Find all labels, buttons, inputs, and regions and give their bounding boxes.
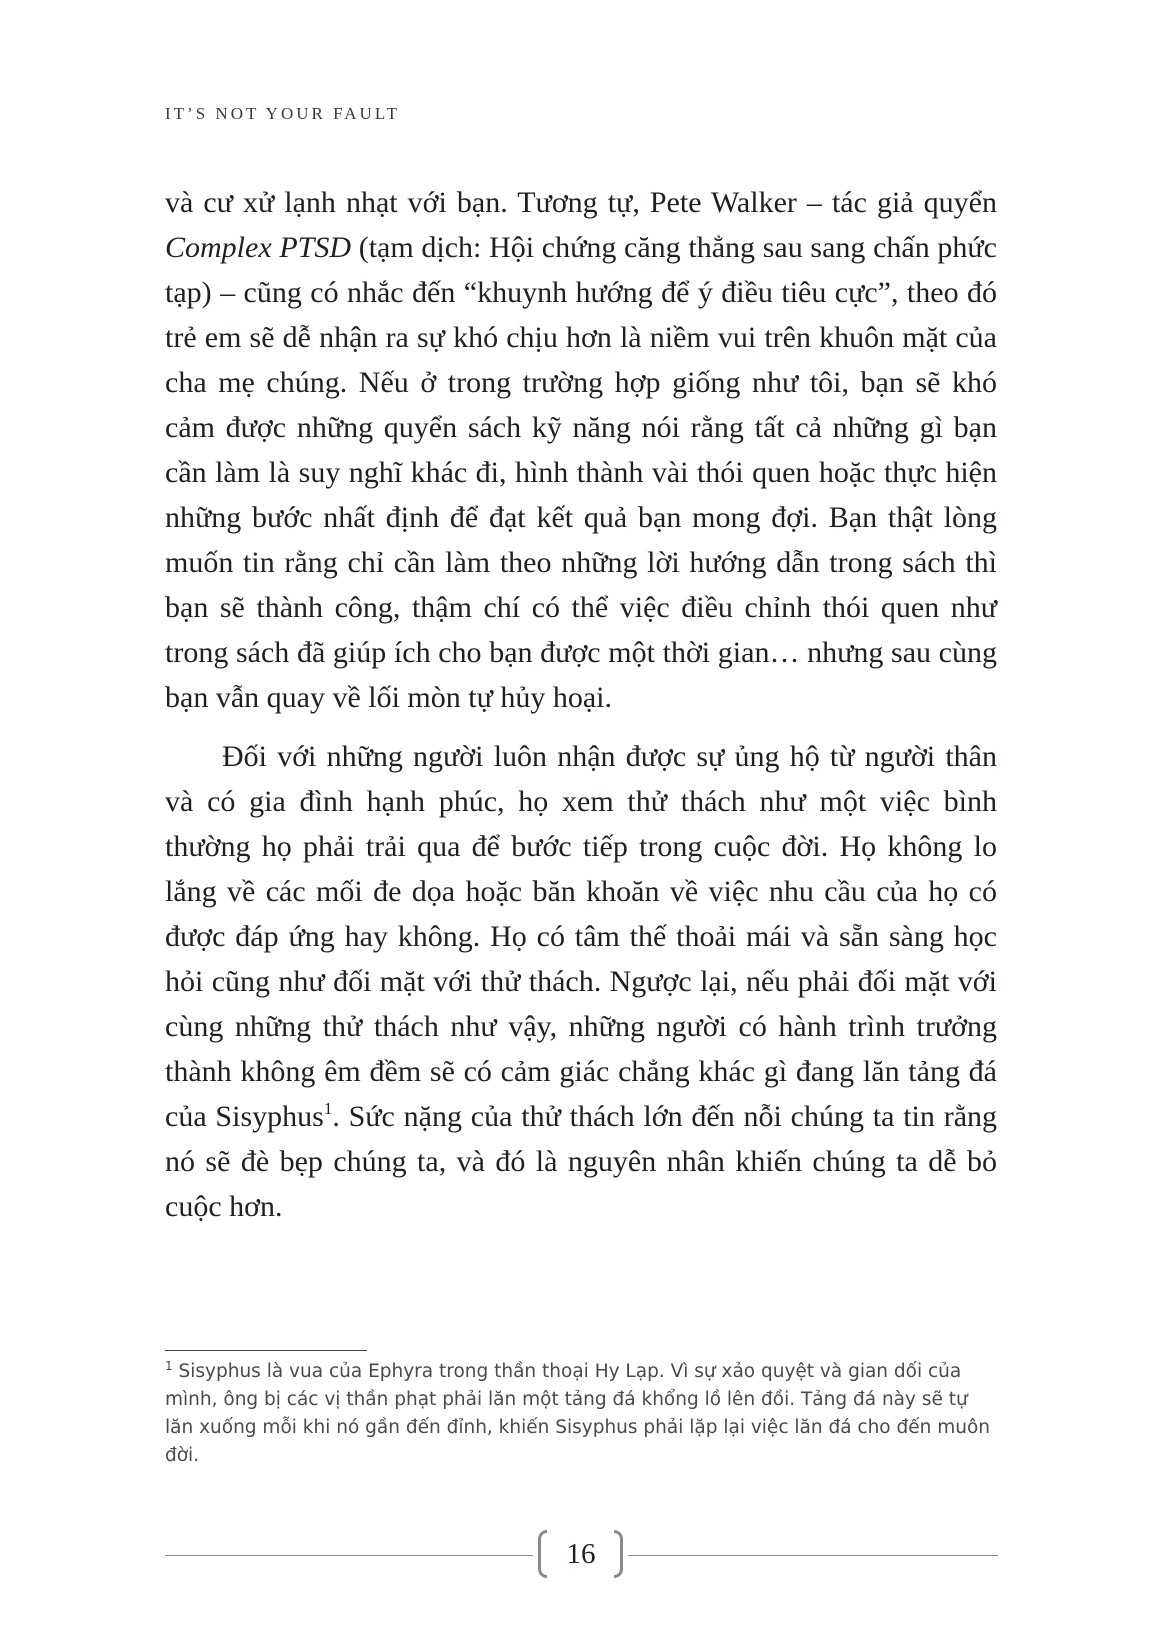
folio-bracket-left xyxy=(538,1530,547,1578)
footnote-divider xyxy=(165,1350,367,1351)
book-title-italic: Complex PTSD xyxy=(165,231,352,264)
folio-rule-right xyxy=(628,1555,998,1556)
paragraph-2 xyxy=(165,734,997,1229)
running-header: IT’S NOT YOUR FAULT xyxy=(165,104,401,123)
footnote-text: Sisyphus là vua của Ephyra trong thần thoại Hy Lạp. Vì sự xảo quyệt và gian dối của mình, ông bị các vị thần phạt phải lăn một tảng đá khổng lồ lên đồi. Tảng đá này sẽ tự lăn xuống mỗi khi nó gần đến đỉnh, khiến Sisyphus phải lặp lại việc lăn đá cho đến muôn đời. xyxy=(165,1361,991,1466)
paragraph-1-text-start: và cư xử lạnh nhạt với bạn. Tương tự, Pete Walker – tác giả quyển xyxy=(165,186,997,219)
footnote-reference[interactable]: 1 xyxy=(323,1099,333,1118)
footnote xyxy=(165,1358,997,1470)
paragraph-1-text-end: (tạm dịch: Hội chứng căng thẳng sau sang chấn phức tạp) – cũng có nhắc đến “khuynh hướng để ý điều tiêu cực”, theo đó trẻ em sẽ dễ nhận ra sự khó chịu hơn là niềm vui trên khuôn mặt của cha mẹ chúng. Nếu ở trong trường hợp giống như tôi, bạn sẽ khó cảm được những quyển sách kỹ năng nói rằng tất cả những gì bạn cần làm là suy nghĩ khác đi, hình thành vài thói quen hoặc thực hiện những bước nhất định để đạt kết quả bạn mong đợi. Bạn thật lòng muốn tin rằng chỉ cần làm theo những lời hướng dẫn trong sách thì bạn sẽ thành công, thậm chí có thể việc điều chỉnh thói quen như trong sách đã giúp ích cho bạn được một thời gian… nhưng sau cùng bạn vẫn quay về lối mòn tự hủy hoại. xyxy=(165,231,997,714)
page-number: 16 xyxy=(566,1538,596,1570)
folio-rule-left xyxy=(165,1555,533,1556)
folio-bracket-right xyxy=(614,1530,623,1578)
body-text xyxy=(165,180,997,1229)
paragraph-2-text-end: . Sức nặng của thử thách lớn đến nỗi chúng ta tin rằng nó sẽ đè bẹp chúng ta, và đó là nguyên nhân khiến chúng ta dễ bỏ cuộc hơn. xyxy=(165,1100,998,1223)
paragraph-2-text-start: Đối với những người luôn nhận được sự ủng hộ từ người thân và có gia đình hạnh phúc, họ xem thử thách như một việc bình thường họ phải trải qua để bước tiếp trong cuộc đời. Họ không lo lắng về các mối đe dọa hoặc băn khoăn về việc nhu cầu của họ có được đáp ứng hay không. Họ có tâm thế thoải mái và sẵn sàng học hỏi cũng như đối mặt với thử thách. Ngược lại, nếu phải đối mặt với cùng những thử thách như vậy, những người có hành trình trưởng thành không êm đềm sẽ có cảm giác chẳng khác gì đang lăn tảng đá của Sisyphus xyxy=(165,740,997,1133)
paragraph-1 xyxy=(165,180,997,720)
footnote-marker: 1 xyxy=(165,1359,173,1373)
